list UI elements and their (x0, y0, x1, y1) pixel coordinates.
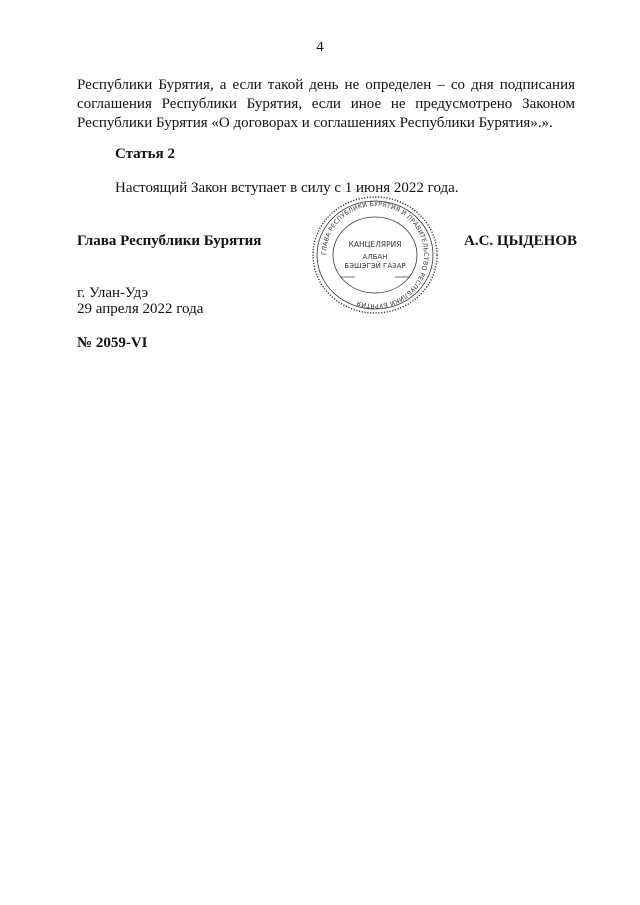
page-number: 4 (316, 39, 324, 55)
signature-name: А.С. ЦЫДЕНОВ (464, 233, 577, 249)
stamp-line-1: КАНЦЕЛЯРИЯ (348, 240, 402, 249)
stamp-line-3: БЭШЭГЭЙ ГАЗАР (344, 262, 406, 270)
article-text: Настоящий Закон вступает в силу с 1 июня 2022 года. (115, 180, 459, 196)
paragraph-line: соглашения Республики Бурятия, если иное не предусмотрено Законом (77, 96, 575, 112)
article-heading: Статья 2 (115, 146, 175, 162)
law-number: № 2059-VI (77, 335, 148, 351)
place: г. Улан-Удэ (77, 285, 149, 301)
paragraph-line: Республики Бурятия «О договорах и соглашениях Республики Бурятия».». (77, 115, 553, 131)
stamp-line-2: АЛБАН (362, 253, 388, 261)
stamp-ring-text: ГЛАВА РЕСПУБЛИКИ БУРЯТИЯ И ПРАВИТЕЛЬСТВО РЕСПУБЛИКИ БУРЯТИЯ (320, 200, 430, 310)
official-stamp (311, 195, 439, 315)
paragraph-continuation (77, 76, 575, 133)
paragraph-line: Республики Бурятия, а если такой день не определен – со дня подписания (77, 77, 575, 93)
signature-title: Глава Республики Бурятия (77, 233, 262, 249)
date: 29 апреля 2022 года (77, 301, 204, 317)
